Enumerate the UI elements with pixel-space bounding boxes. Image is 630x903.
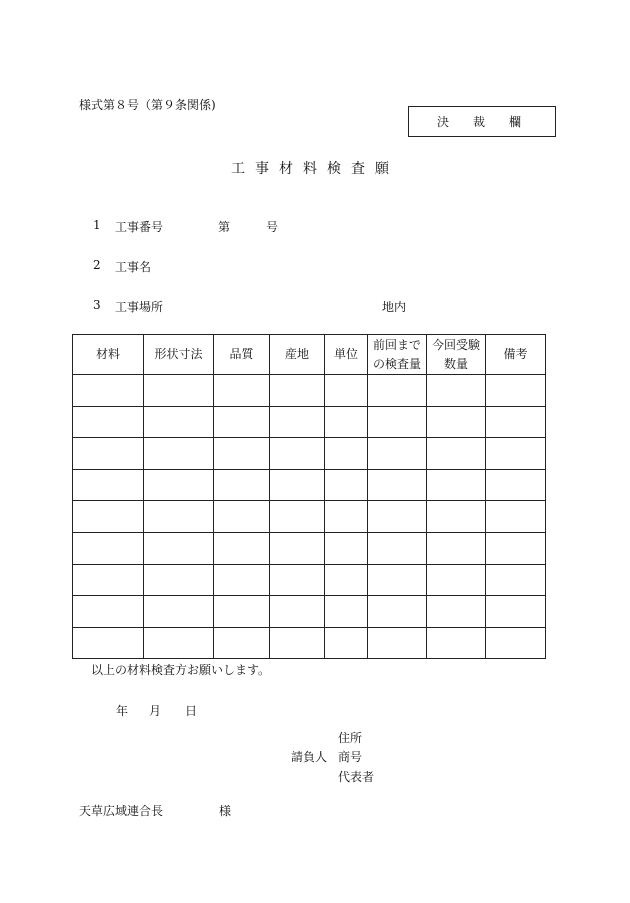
table-cell[interactable] xyxy=(325,564,368,596)
table-cell[interactable] xyxy=(144,501,214,533)
date-year: 年 xyxy=(116,704,129,718)
table-row xyxy=(73,501,546,533)
table-cell[interactable] xyxy=(270,469,325,501)
table-cell[interactable] xyxy=(214,564,270,596)
column-header-quality: 品質 xyxy=(214,335,270,375)
item-2-number: 2 xyxy=(93,258,101,272)
table-cell[interactable] xyxy=(325,596,368,628)
table-cell[interactable] xyxy=(325,501,368,533)
table-body xyxy=(73,375,546,659)
item-2-label: 工事名 xyxy=(115,260,152,274)
table-cell[interactable] xyxy=(270,501,325,533)
table-cell[interactable] xyxy=(214,469,270,501)
item-3-label: 工事場所 xyxy=(115,300,164,314)
addressee-honorific: 様 xyxy=(219,804,232,818)
item-3-number: 3 xyxy=(93,298,101,312)
column-header-previous-inspected: 前回まで の検査量 xyxy=(368,335,427,375)
table-cell[interactable] xyxy=(427,438,486,470)
table-cell[interactable] xyxy=(486,469,546,501)
item-1-label: 工事番号 xyxy=(115,220,164,234)
table-cell[interactable] xyxy=(73,501,144,533)
contractor-address-label: 住所 xyxy=(338,731,363,745)
table-cell[interactable] xyxy=(486,564,546,596)
column-header-current-quantity: 今回受験 数量 xyxy=(427,335,486,375)
form-number: 様式第８号（第９条関係) xyxy=(79,98,216,112)
column-header-shape-size: 形状寸法 xyxy=(144,335,214,375)
table-cell[interactable] xyxy=(144,406,214,438)
approval-box-label: 決 裁 欄 xyxy=(436,115,527,129)
table-row xyxy=(73,406,546,438)
table-cell[interactable] xyxy=(144,564,214,596)
item-1-value-suffix: 号 xyxy=(266,220,279,234)
table-cell[interactable] xyxy=(73,564,144,596)
table-cell[interactable] xyxy=(368,469,427,501)
table-cell[interactable] xyxy=(214,438,270,470)
approval-box xyxy=(408,106,556,137)
column-header-origin: 産地 xyxy=(270,335,325,375)
table-cell[interactable] xyxy=(368,438,427,470)
table-cell[interactable] xyxy=(214,501,270,533)
table-cell[interactable] xyxy=(144,438,214,470)
table-cell[interactable] xyxy=(486,532,546,564)
table-cell[interactable] xyxy=(427,564,486,596)
table-cell[interactable] xyxy=(270,627,325,659)
table-cell[interactable] xyxy=(368,627,427,659)
table-cell[interactable] xyxy=(325,469,368,501)
table-cell[interactable] xyxy=(486,375,546,407)
table-cell[interactable] xyxy=(368,375,427,407)
table-cell[interactable] xyxy=(144,627,214,659)
table-cell[interactable] xyxy=(73,375,144,407)
request-text: 以上の材料検査方お願いします。 xyxy=(91,663,271,677)
item-3-suffix: 地内 xyxy=(382,300,407,314)
table-cell[interactable] xyxy=(427,406,486,438)
table-cell[interactable] xyxy=(427,469,486,501)
table-cell[interactable] xyxy=(73,438,144,470)
table-cell[interactable] xyxy=(368,564,427,596)
contractor-representative-label: 代表者 xyxy=(338,770,375,784)
column-header-unit: 単位 xyxy=(325,335,368,375)
table-cell[interactable] xyxy=(486,438,546,470)
table-cell[interactable] xyxy=(325,406,368,438)
table-cell[interactable] xyxy=(270,438,325,470)
table-cell[interactable] xyxy=(144,375,214,407)
table-cell[interactable] xyxy=(368,532,427,564)
column-header-material: 材料 xyxy=(73,335,144,375)
table-cell[interactable] xyxy=(73,596,144,628)
table-cell[interactable] xyxy=(427,596,486,628)
document-title: 工事材料検査願 xyxy=(231,161,399,177)
table-cell[interactable] xyxy=(427,501,486,533)
table-cell[interactable] xyxy=(214,532,270,564)
table-header-row xyxy=(73,335,546,375)
table-cell[interactable] xyxy=(368,501,427,533)
table-cell[interactable] xyxy=(73,627,144,659)
table-cell[interactable] xyxy=(325,627,368,659)
table-cell[interactable] xyxy=(144,532,214,564)
materials-table xyxy=(72,334,546,659)
table-cell[interactable] xyxy=(270,564,325,596)
table-cell[interactable] xyxy=(73,469,144,501)
table-cell[interactable] xyxy=(368,596,427,628)
table-cell[interactable] xyxy=(368,406,427,438)
table-row xyxy=(73,627,546,659)
table-cell[interactable] xyxy=(214,406,270,438)
table-cell[interactable] xyxy=(73,406,144,438)
table-cell[interactable] xyxy=(325,532,368,564)
table-cell[interactable] xyxy=(144,596,214,628)
table-cell[interactable] xyxy=(214,596,270,628)
column-header-remarks: 備考 xyxy=(486,335,546,375)
table-cell[interactable] xyxy=(214,627,270,659)
table-row xyxy=(73,375,546,407)
table-cell[interactable] xyxy=(270,375,325,407)
table-cell[interactable] xyxy=(214,375,270,407)
date-month: 月 xyxy=(149,704,162,718)
item-1-value-prefix: 第 xyxy=(218,220,231,234)
table-cell[interactable] xyxy=(325,438,368,470)
table-row xyxy=(73,532,546,564)
table-cell[interactable] xyxy=(427,627,486,659)
table-row xyxy=(73,469,546,501)
table-row xyxy=(73,596,546,628)
table-cell[interactable] xyxy=(486,406,546,438)
contractor-label: 請負人 xyxy=(291,750,328,764)
date-day: 日 xyxy=(185,704,198,718)
table-row xyxy=(73,438,546,470)
table-cell[interactable] xyxy=(270,596,325,628)
table-cell[interactable] xyxy=(486,627,546,659)
table-cell[interactable] xyxy=(270,406,325,438)
table-cell[interactable] xyxy=(144,469,214,501)
addressee-name: 天草広域連合長 xyxy=(79,804,164,818)
table-cell[interactable] xyxy=(270,532,325,564)
table-cell[interactable] xyxy=(486,596,546,628)
table-cell[interactable] xyxy=(486,501,546,533)
item-1-number: 1 xyxy=(93,218,101,232)
table-cell[interactable] xyxy=(427,532,486,564)
table-row xyxy=(73,564,546,596)
table-cell[interactable] xyxy=(427,375,486,407)
table-cell[interactable] xyxy=(73,532,144,564)
contractor-trade-name-label: 商号 xyxy=(338,750,363,764)
table-cell[interactable] xyxy=(325,375,368,407)
